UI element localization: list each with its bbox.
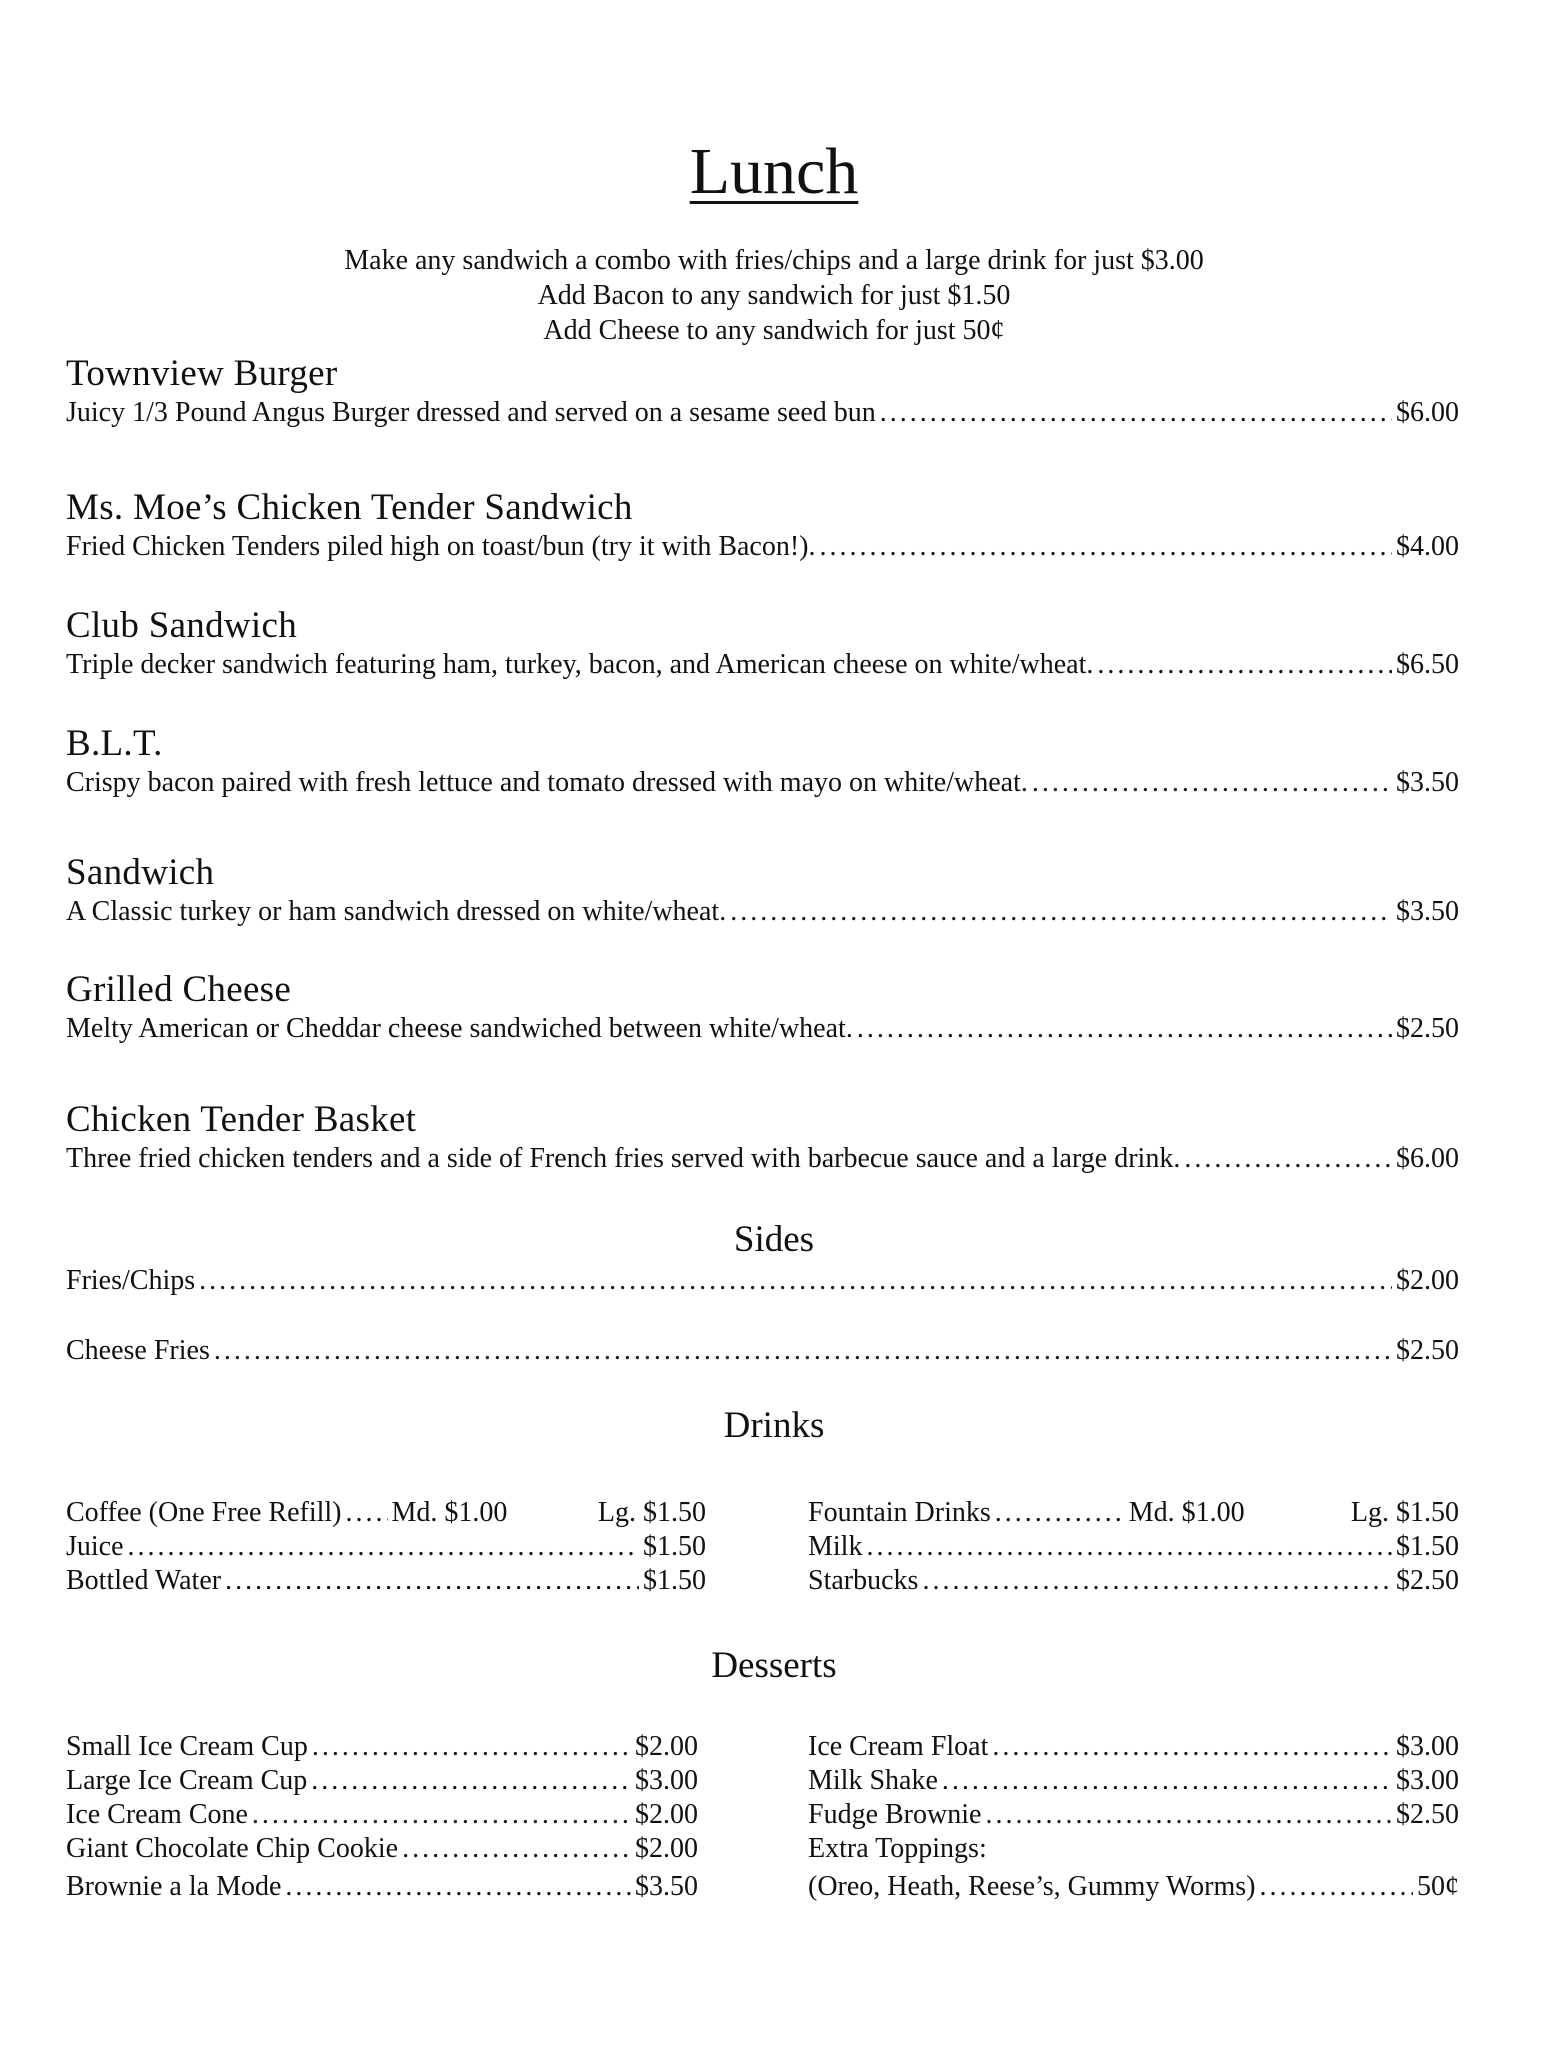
side-price: $2.50: [1396, 1335, 1459, 1366]
drinks-heading: Drinks: [723, 1405, 825, 1446]
dot-leader: [311, 1764, 631, 1798]
dessert-price: $2.00: [635, 1731, 698, 1762]
item-name: Ms. Moe’s Chicken Tender Sandwich: [66, 487, 633, 528]
menu-item: [66, 968, 1459, 1046]
dessert-item: [808, 1764, 1459, 1798]
item-name: Townview Burger: [66, 353, 338, 394]
dot-leader: [346, 1496, 388, 1530]
dessert-item: [66, 1832, 698, 1866]
item-price: $3.50: [1396, 767, 1459, 798]
dot-leader: [995, 1496, 1125, 1530]
drink-price-large: Lg. $1.50: [1350, 1497, 1459, 1528]
dot-leader: [225, 1564, 639, 1598]
item-name: B.L.T.: [66, 723, 163, 764]
dessert-item: [808, 1798, 1459, 1832]
item-name: Sandwich: [66, 852, 215, 893]
item-description: Juicy 1/3 Pound Angus Burger dressed and served on a sesame seed bun: [66, 397, 876, 428]
item-line: [66, 1142, 1459, 1176]
item-price: $6.00: [1396, 1143, 1459, 1174]
dessert-item: [66, 1764, 698, 1798]
drink-item: [66, 1496, 706, 1530]
drink-price: $2.50: [1396, 1565, 1459, 1596]
menu-item: [66, 352, 1459, 430]
toppings-price: 50¢: [1417, 1871, 1459, 1902]
side-item: [66, 1334, 1459, 1368]
dot-leader: [1097, 648, 1392, 682]
drink-name: Bottled Water: [66, 1565, 222, 1596]
dot-leader: [128, 1530, 639, 1564]
dessert-name: Small Ice Cream Cup: [66, 1731, 308, 1762]
item-name: Grilled Cheese: [66, 969, 292, 1010]
dot-leader: [199, 1264, 1392, 1298]
item-line: [66, 530, 1459, 564]
dot-leader: [285, 1870, 631, 1904]
cheese-note: Add Cheese to any sandwich for just 50¢: [543, 315, 1005, 346]
drinks-right-column: [808, 1496, 1459, 1598]
desserts-right-column: [808, 1730, 1459, 1904]
dessert-name: Ice Cream Cone: [66, 1799, 248, 1830]
dessert-price: $3.00: [1396, 1731, 1459, 1762]
dot-leader: [214, 1334, 1392, 1368]
item-name: Club Sandwich: [66, 605, 298, 646]
item-line: [66, 1012, 1459, 1046]
side-name: Cheese Fries: [66, 1335, 210, 1366]
side-price: $2.00: [1396, 1265, 1459, 1296]
dot-leader: [922, 1564, 1392, 1598]
item-description: Triple decker sandwich featuring ham, turkey, bacon, and American cheese on white/wheat.: [66, 649, 1094, 680]
drink-name: Starbucks: [808, 1565, 919, 1596]
dot-leader: [1032, 766, 1392, 800]
dessert-price: $2.00: [635, 1799, 698, 1830]
item-price: $6.00: [1396, 397, 1459, 428]
page-title: Lunch: [689, 135, 859, 208]
dessert-name: Ice Cream Float: [808, 1731, 989, 1762]
dot-leader: [1259, 1870, 1413, 1904]
dessert-price: $2.00: [635, 1833, 698, 1864]
drink-price-medium: Md. $1.00: [391, 1497, 508, 1528]
drink-name: Juice: [66, 1531, 124, 1562]
combo-notes: [0, 243, 1548, 348]
item-price: $2.50: [1396, 1013, 1459, 1044]
menu-item: [66, 486, 1459, 564]
drink-item: [808, 1530, 1459, 1564]
dessert-item: [66, 1870, 698, 1904]
dot-leader: [1184, 1142, 1392, 1176]
desserts-heading: Desserts: [711, 1645, 837, 1686]
dot-leader: [992, 1730, 1392, 1764]
item-description: Melty American or Cheddar cheese sandwiched between white/wheat.: [66, 1013, 853, 1044]
dot-leader: [880, 396, 1392, 430]
dessert-item: [66, 1798, 698, 1832]
item-line: [66, 766, 1459, 800]
drink-name: Coffee (One Free Refill): [66, 1497, 342, 1528]
side-item: [66, 1264, 1459, 1298]
drink-item: [808, 1564, 1459, 1598]
item-price: $4.00: [1396, 531, 1459, 562]
drink-item: [808, 1496, 1459, 1530]
item-description: Fried Chicken Tenders piled high on toast/bun (try it with Bacon!).: [66, 531, 816, 562]
sides-heading: Sides: [733, 1219, 815, 1260]
drink-item: [66, 1530, 706, 1564]
item-price: $6.50: [1396, 649, 1459, 680]
drink-item: [66, 1564, 706, 1598]
drink-name: Milk: [808, 1531, 863, 1562]
dessert-price: $3.50: [635, 1871, 698, 1902]
dot-leader: [942, 1764, 1392, 1798]
dot-leader: [402, 1832, 631, 1866]
drink-price-medium: Md. $1.00: [1128, 1497, 1245, 1528]
menu-item: [66, 851, 1459, 929]
item-line: [66, 895, 1459, 929]
combo-note: Make any sandwich a combo with fries/chips and a large drink for just $3.00: [344, 245, 1204, 276]
item-name: Chicken Tender Basket: [66, 1099, 417, 1140]
drinks-left-column: [66, 1496, 706, 1598]
drink-price-large: Lg. $1.50: [597, 1497, 706, 1528]
dot-leader: [820, 530, 1392, 564]
extra-toppings-label: Extra Toppings:: [808, 1833, 987, 1864]
item-line: [66, 396, 1459, 430]
dessert-price: $3.00: [635, 1765, 698, 1796]
extra-toppings-item: [808, 1870, 1459, 1904]
dot-leader: [312, 1730, 631, 1764]
dot-leader: [985, 1798, 1392, 1832]
dot-leader: [866, 1530, 1392, 1564]
item-price: $3.50: [1396, 896, 1459, 927]
dessert-item: [66, 1730, 698, 1764]
dot-leader: [857, 1012, 1392, 1046]
dessert-name: Milk Shake: [808, 1765, 938, 1796]
dessert-name: Fudge Brownie: [808, 1799, 982, 1830]
dot-leader: [730, 895, 1392, 929]
dessert-price: $2.50: [1396, 1799, 1459, 1830]
item-description: Three fried chicken tenders and a side of French fries served with barbecue sauce and a large drink.: [66, 1143, 1181, 1174]
dessert-name: Brownie a la Mode: [66, 1871, 282, 1902]
side-name: Fries/Chips: [66, 1265, 196, 1296]
dot-leader: [252, 1798, 631, 1832]
dessert-name: Giant Chocolate Chip Cookie: [66, 1833, 399, 1864]
item-line: [66, 648, 1459, 682]
dessert-name: Large Ice Cream Cup: [66, 1765, 308, 1796]
bacon-note: Add Bacon to any sandwich for just $1.50: [537, 280, 1011, 311]
desserts-left-column: [66, 1730, 698, 1904]
dessert-price: $3.00: [1396, 1765, 1459, 1796]
drink-price: $1.50: [643, 1531, 706, 1562]
menu-item: [66, 1098, 1459, 1176]
menu-item: [66, 604, 1459, 682]
dessert-item: [808, 1730, 1459, 1764]
drink-price: $1.50: [643, 1565, 706, 1596]
drink-price: $1.50: [1396, 1531, 1459, 1562]
toppings-list: (Oreo, Heath, Reese’s, Gummy Worms): [808, 1871, 1256, 1902]
item-description: A Classic turkey or ham sandwich dressed on white/wheat.: [66, 896, 727, 927]
item-description: Crispy bacon paired with fresh lettuce and tomato dressed with mayo on white/wheat.: [66, 767, 1028, 798]
drink-name: Fountain Drinks: [808, 1497, 991, 1528]
menu-item: [66, 722, 1459, 800]
